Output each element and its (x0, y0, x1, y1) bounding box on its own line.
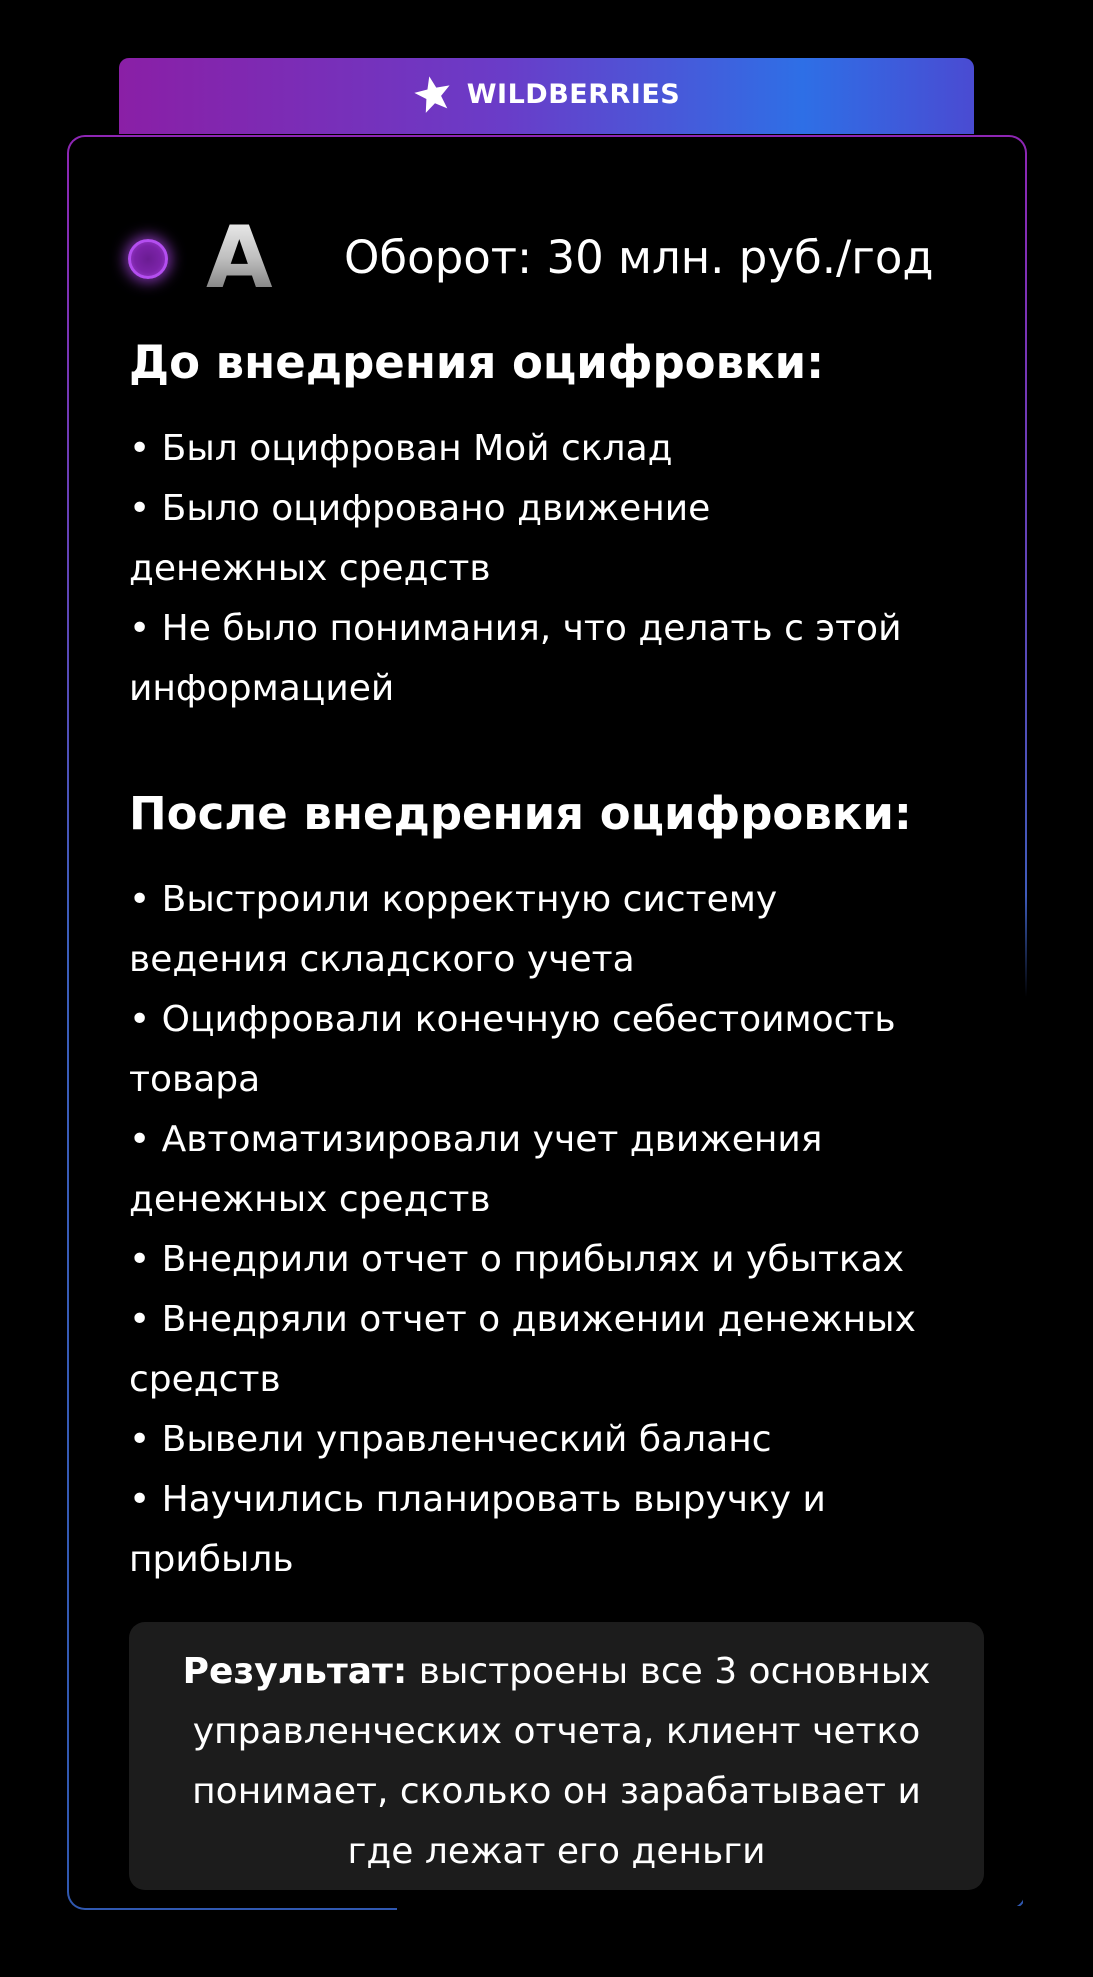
after-list (129, 870, 989, 1590)
list-item: • Внедрили отчет о прибылях и убытках (129, 1239, 905, 1280)
star-icon (413, 74, 453, 114)
card-border-fade (397, 1906, 1037, 1912)
list-item: • Оцифровали конечную себестоимость товара (129, 999, 896, 1100)
list-item: • Выстроили корректную систему ведения складского учета (129, 879, 778, 980)
list-item: • Был оцифрован Мой склад (129, 428, 673, 469)
result-label: Результат: (182, 1651, 408, 1692)
tab-label: WILDBERRIES (466, 78, 681, 110)
list-item: • Научились планировать выручку и прибыль (129, 1479, 826, 1580)
case-card (67, 135, 1027, 1910)
grade-letter: A (206, 208, 273, 308)
tab-content (413, 74, 680, 114)
list-item: • Вывели управленческий баланс (129, 1419, 772, 1460)
result-box (129, 1622, 984, 1890)
list-item: • Было оцифровано движение денежных средств (129, 488, 711, 589)
case-card-body (69, 137, 1025, 1908)
status-dot (128, 239, 168, 279)
before-list (129, 419, 989, 719)
wildberries-tab (119, 58, 974, 134)
list-item: • Автоматизировали учет движения денежных средств (129, 1119, 823, 1220)
list-item: • Не было понимания, что делать с этой информацией (129, 608, 902, 709)
result-text: выстроены все 3 основных управленческих отчета, клиент четко понимает, сколько он зарабатывает и где лежат его деньги (192, 1651, 931, 1872)
after-title: После внедрения оцифровки: (129, 787, 912, 840)
turnover-text: Оборот: 30 млн. руб./год (344, 231, 934, 284)
before-title: До внедрения оцифровки: (129, 336, 825, 389)
list-item: • Внедряли отчет о движении денежных средств (129, 1299, 916, 1400)
